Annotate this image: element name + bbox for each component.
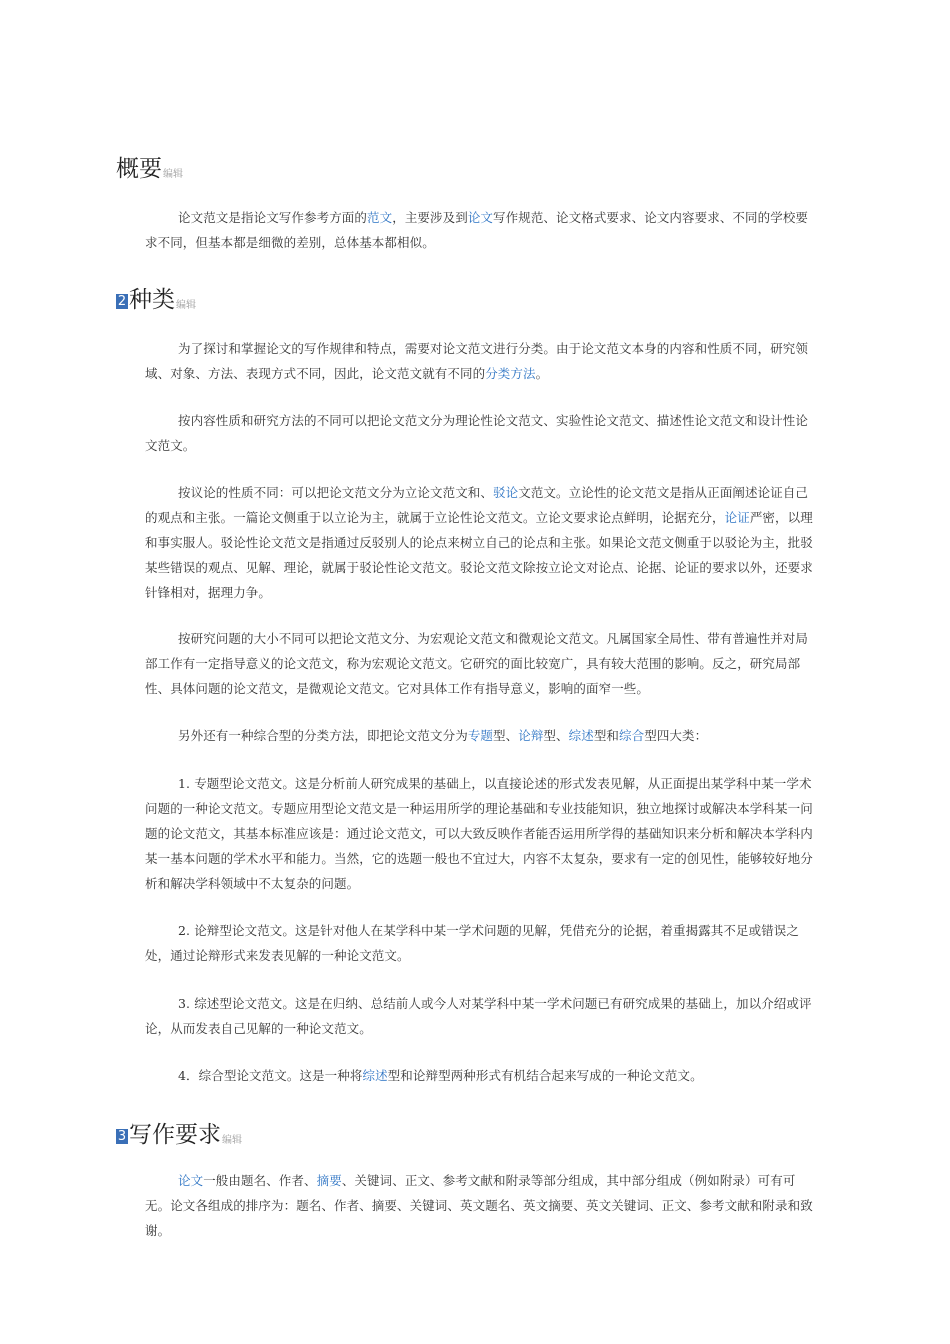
text-run: ，主要涉及到 [392, 210, 468, 225]
edit-link[interactable]: 编辑 [176, 300, 196, 311]
paragraph [145, 480, 813, 605]
section-number-badge: 2 [117, 294, 127, 309]
text-run: 论文范文是指论文写作参考方面的 [178, 210, 368, 225]
text-run: 文范文。立论性的论文范文是指从正面阐述论证自己的观点和主张。一篇论文侧重于以立论为主，就属于立论性论文范文。立论文要求论点鲜明，论据充分， [145, 485, 809, 525]
paragraph [145, 408, 813, 458]
section-title: 种类 [129, 287, 175, 313]
paragraph [145, 991, 813, 1041]
inline-link[interactable]: 论辩 [518, 728, 544, 743]
text-run: 型和论辩型两种形式有机结合起来写成的一种论文范文。 [387, 1068, 703, 1083]
text-run: 。 [535, 366, 549, 381]
inline-link[interactable]: 驳论 [493, 485, 519, 500]
inline-link[interactable]: 论文 [178, 1173, 204, 1188]
text-run: 型、 [543, 728, 569, 743]
inline-link[interactable]: 分类方法 [485, 366, 536, 381]
section-number-badge: 3 [117, 1129, 127, 1144]
inline-link[interactable]: 综合 [619, 728, 645, 743]
section-header-types [116, 287, 196, 313]
paragraph [145, 723, 813, 748]
edit-link[interactable]: 编辑 [163, 169, 183, 180]
paragraph [145, 336, 813, 386]
text-run: 型和 [593, 728, 620, 743]
text-run: 按研究问题的大小不同可以把论文范文分、为宏观论文范文和微观论文范文。凡属国家全局性、带有普遍性并对局部工作有一定指导意义的论文范文，称为宏观论文范文。它研究的面比较宽广，具有较大范围的影响。反之，研究局部性、具体问题的论文范文，是微观论文范文。它对具体工作有指导意义，影响的面窄一些。 [145, 631, 809, 696]
text-run: 写作规范、论文格式要求、论文内容要求、不同的学校要求不同，但基本都是细微的差别，总体基本都相似。 [145, 210, 809, 250]
inline-link[interactable]: 摘要 [316, 1173, 342, 1188]
inline-link[interactable]: 综述 [362, 1068, 388, 1083]
text-run: 型四大类： [644, 728, 708, 743]
text-run: 按内容性质和研究方法的不同可以把论文范文分为理论性论文范文、实验性论文范文、描述性论文范文和设计性论文范文。 [145, 413, 809, 453]
text-run: 1. 专题型论文范文。这是分析前人研究成果的基础上，以直接论述的形式发表见解，从正面提出某学科中某一学术问题的一种论文范文。专题应用型论文范文是一种运用所学的理论基础和专业技能知识，独立地探讨或解决本学科某一问题的论文范文，其基本标准应该是：通过论文范文，可以大致反映作者能否运用所学得的基础知识来分析和解决本学科内某一基本问题的学术水平和能力。当然，它的选题一般也不宜过大，内容不太复杂，要求有一定的创见性，能够较好地分析和解决学科领域中不太复杂的问题。 [145, 776, 813, 891]
inline-link[interactable]: 综述 [568, 728, 594, 743]
inline-link[interactable]: 论证 [724, 510, 750, 525]
text-run: 严密，以理和事实服人。驳论性论文范文是指通过反驳别人的论点来树立自己的论点和主张。如果论文范文侧重于以驳论为主，批驳某些错误的观点、见解、理论，就属于驳论性论文范文。驳论文范文除按立论文对论点、论据、论证的要求以外，还要求针锋相对，据理力争。 [145, 510, 813, 600]
paragraph [145, 1063, 813, 1088]
edit-link[interactable]: 编辑 [222, 1135, 242, 1146]
paragraph [145, 205, 813, 255]
text-run: 型、 [493, 728, 519, 743]
paragraph [145, 918, 813, 968]
inline-link[interactable]: 范文 [367, 210, 393, 225]
text-run: 一般由题名、作者、 [203, 1173, 317, 1188]
text-run: 3. 综述型论文范文。这是在归纳、总结前人或今人对某学科中某一学术问题已有研究成果的基础上，加以介绍或评论，从而发表自己见解的一种论文范文。 [145, 996, 812, 1036]
text-run: 为了探讨和掌握论文的写作规律和特点，需要对论文范文进行分类。由于论文范文本身的内容和性质不同，研究领域、对象、方法、表现方式不同，因此，论文范文就有不同的 [145, 341, 809, 381]
section-title: 概要 [116, 156, 162, 182]
inline-link[interactable]: 论文 [467, 210, 494, 225]
text-run: 2. 论辩型论文范文。这是针对他人在某学科中某一学术问题的见解，凭借充分的论据，着重揭露其不足或错误之处，通过论辩形式来发表见解的一种论文范文。 [145, 923, 800, 963]
section-header-requirements [116, 1122, 242, 1148]
section-title: 写作要求 [129, 1122, 221, 1148]
section-header-overview [116, 156, 183, 182]
paragraph [145, 626, 813, 701]
text-run: 按议论的性质不同：可以把论文范文分为立论文范文和、 [178, 485, 494, 500]
text-run: 另外还有一种综合型的分类方法，即把论文范文分为 [178, 728, 468, 743]
text-run: 4．综合型论文范文。这是一种将 [178, 1068, 363, 1083]
paragraph [145, 1168, 813, 1243]
inline-link[interactable]: 专题 [467, 728, 494, 743]
paragraph [145, 771, 813, 896]
text-run: 、关键词、正文、参考文献和附录等部分组成，其中部分组成（例如附录）可有可无。论文各组成的排序为：题名、作者、摘要、关键词、英文题名、英文摘要、英文关键词、正文、参考文献和附录和致谢。 [145, 1173, 813, 1238]
